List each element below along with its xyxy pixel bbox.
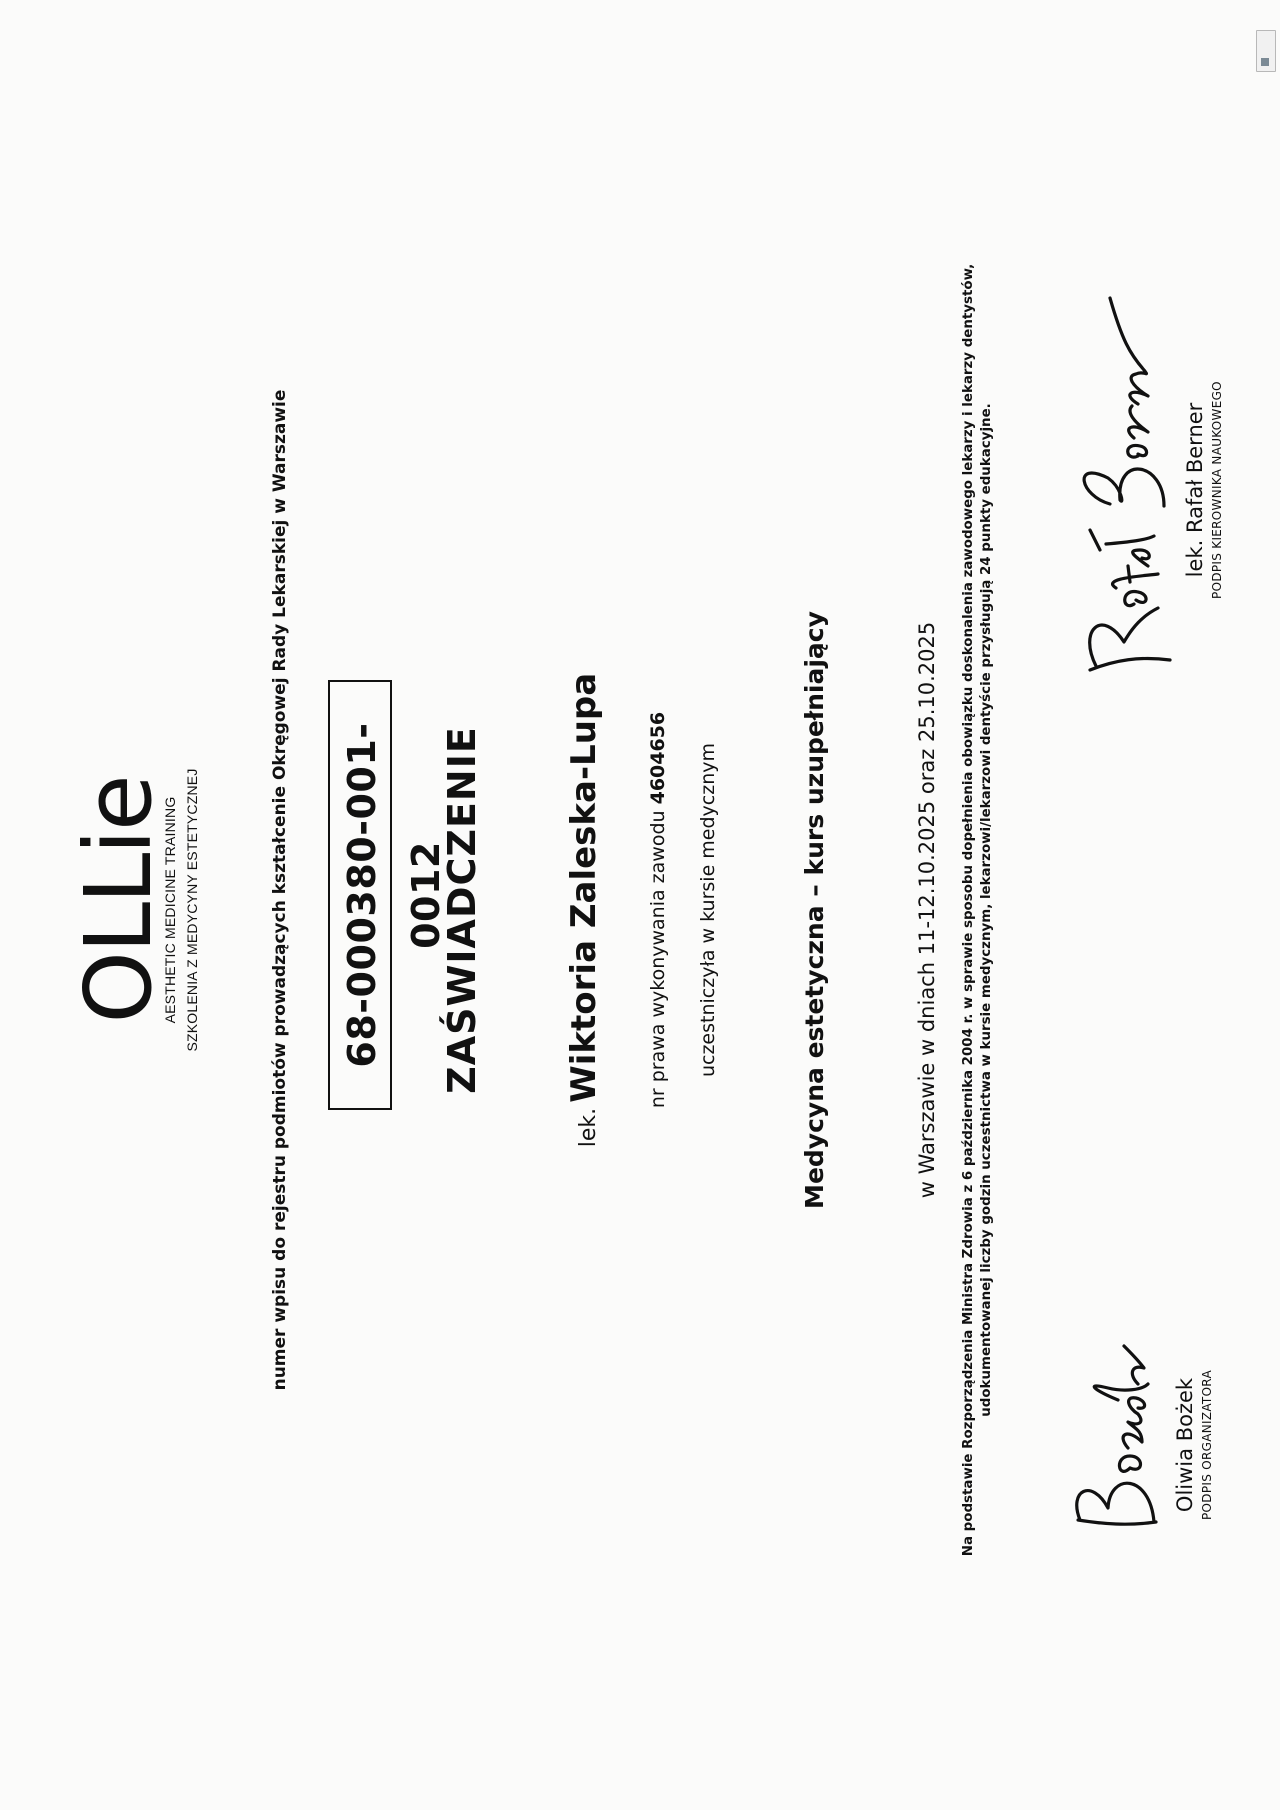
licence-line — [646, 490, 670, 1330]
svg-text:OLLie: OLLie — [78, 776, 158, 1024]
recipient-prefix: lek. — [576, 1107, 601, 1148]
licence-label: nr prawa wykonywania zawodu — [647, 810, 669, 1109]
recipient-line — [560, 530, 614, 1290]
legal-basis-line-2: udokumentowanej liczby godzin uczestnictwa w kursie medycznym, lekarzowi/lekarzowi dentyście przysługują 24 punkty edukacyjne. — [979, 403, 994, 1417]
licence-number: 4604656 — [647, 711, 669, 805]
certificate-content — [0, 10, 1270, 1810]
certificate-title: ZAŚWIADCZENIE — [440, 726, 484, 1094]
course-dates: w Warszawie w dniach 11-12.10.2025 oraz 25.10.2025 — [915, 621, 939, 1199]
organizer-role: PODPIS ORGANIZATORA — [1200, 1370, 1214, 1520]
course-name: Medycyna estetyczna – kurs uzupełniający — [800, 611, 829, 1209]
ollie-logo-mark — [78, 750, 158, 1050]
registry-number-box: 68-000380-001-0012 — [328, 680, 392, 1110]
legal-basis — [960, 100, 996, 1720]
scientific-director-handwritten-signature — [1060, 280, 1180, 700]
ollie-logo — [78, 750, 158, 1050]
recipient-name: Wiktoria Zaleska-Lupa — [564, 672, 604, 1103]
participation-text: uczestniczyła w kursie medycznym — [697, 742, 719, 1078]
registry-label: numer wpisu do rejestru podmiotów prowadzących kształcenie Okręgowej Rady Lekarskiej w Warszawie — [270, 389, 290, 1391]
scientific-director-role: PODPIS KIEROWNIKA NAUKOWEGO — [1210, 381, 1224, 599]
organizer-name: Oliwia Bożek — [1173, 1377, 1197, 1513]
organizer-handwritten-signature — [1058, 1330, 1168, 1560]
legal-basis-line-1: Na podstawie Rozporządzenia Ministra Zdrowia z 6 października 2004 r. w sprawie sposobu dopełnienia obowiązku doskonalenia zawodowego lekarzy i lekarzy dentystów, — [961, 263, 976, 1557]
scientific-director-name: lek. Rafał Berner — [1183, 402, 1207, 578]
logo-tagline-polish: SZKOLENIA Z MEDYCYNY ESTETYCZNEJ — [184, 768, 200, 1052]
logo-tagline-english: AESTHETIC MEDICINE TRAINING — [162, 796, 178, 1024]
